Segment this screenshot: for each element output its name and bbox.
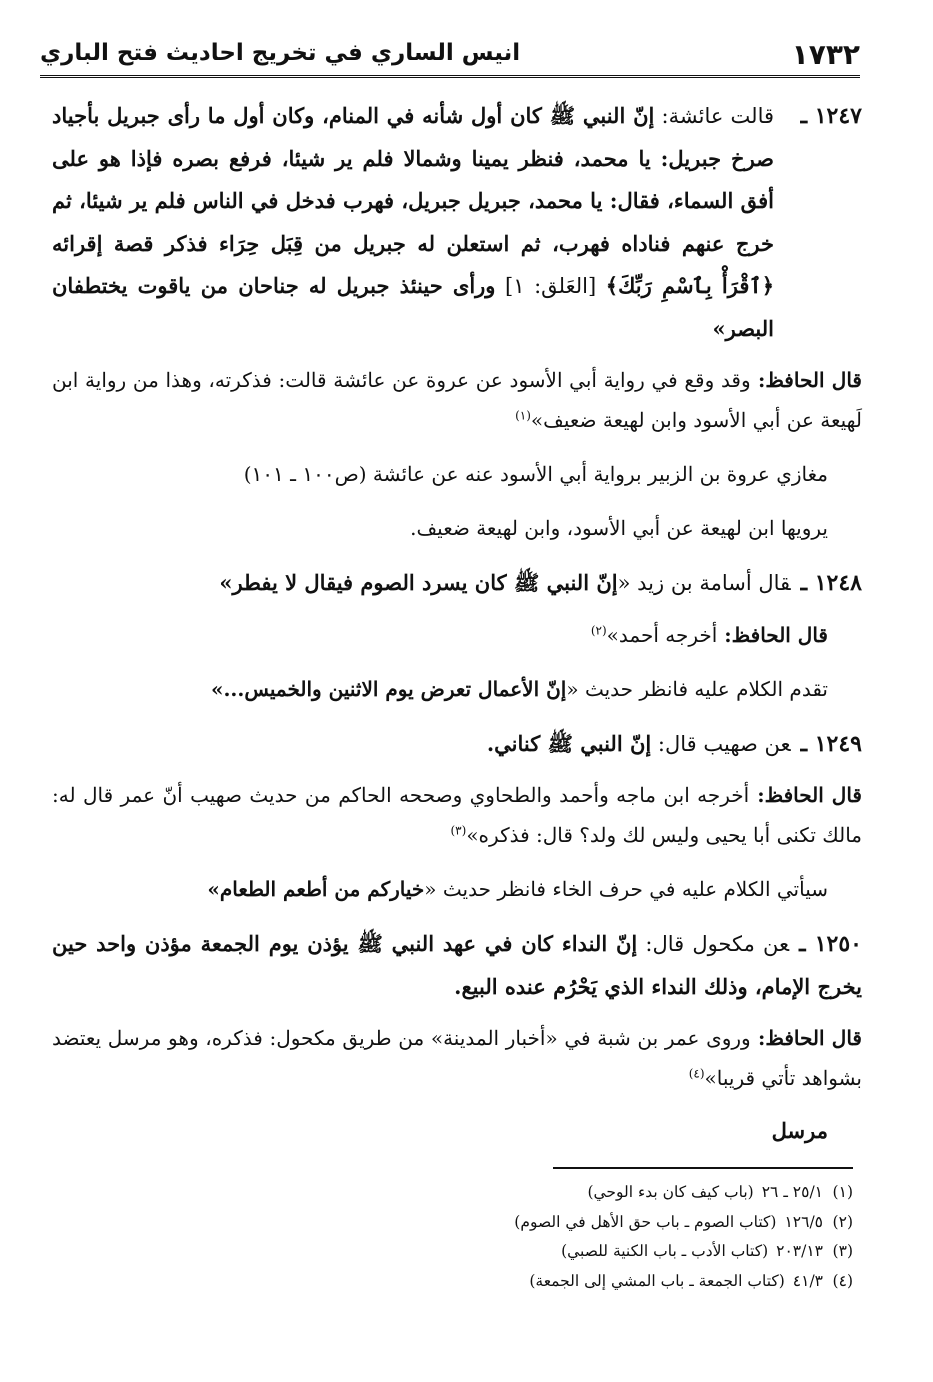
cross-ref-hadith: إنّ الأعمال تعرض يوم الاثنين والخميس...» (210, 676, 567, 701)
quran-reference: [العَلق: ١] (495, 274, 606, 298)
footnote-volume-page: ٤١/٣ (792, 1271, 823, 1290)
hadith-number: ١٢٤٧ ـ (800, 103, 862, 129)
source-note: مغازي عروة بن الزبير برواية أبي الأسود عنه عن عائشة (ص١٠٠ ـ ١٠١) (243, 462, 828, 486)
footnote-number: (٣) (832, 1242, 853, 1260)
hafiz-comment-3 (52, 775, 862, 855)
hadith-text (52, 562, 862, 605)
hadith-lead: قال أسامة بن زيد « (617, 571, 791, 595)
cross-reference-1 (52, 669, 862, 709)
comment-text: أخرجه أحمد» (606, 622, 718, 647)
hadith-lead: قالت عائشة: (654, 104, 775, 128)
footnote-number: (٤) (832, 1271, 853, 1290)
footnote-chapter: (كتاب الأدب ـ باب الكنية للصبي) (561, 1242, 769, 1260)
hadith-number: ١٢٤٩ ـ (800, 730, 862, 757)
footnote-marker: (٣) (450, 823, 467, 838)
hadith-matn-continued: ورأى حينئذ جبريل له جناحان من ياقوت يختطفان البصر» (52, 273, 774, 341)
footnote-volume-page: ١٢٦/٥ (784, 1212, 823, 1231)
running-title: انيس الساري في تخريج احاديث فتح الباري (40, 40, 521, 66)
grading-note: يرويها ابن لهيعة عن أبي الأسود، وابن لهيعة ضعيف. (410, 516, 828, 540)
hafiz-label: قال الحافظ: (750, 368, 862, 392)
footnote-chapter: (كتاب الصوم ـ باب حق الأهل في الصوم) (514, 1212, 777, 1231)
hadith-text (52, 923, 862, 1008)
footnote-chapter: (باب كيف كان بدء الوحي) (587, 1183, 754, 1201)
hadith-1248 (52, 562, 862, 605)
footnote-separator (553, 1167, 853, 1169)
footnote-3 (153, 1237, 853, 1267)
hadith-matn: إنّ النبي ﷺ كان أول شأنه في المنام، وكان أول ما رأى جبريل بأجياد صرخ جبريل: يا محمد، فنظر يمينا وشمالا فلم ير شيئا، فرفع بصره فإذا هو على أفق السماء، فقال: يا محمد، جبريل جبريل، فهرب فدخل في الناس فلم ير شيئا، ثم خرج عنهم فناداه فهرب، ثم استعلن له جبريل من قِبَل حِرَاء فذكر قصة إقرائه ﴿ٱقْرَأْ بِٱسْمِ رَبِّكَ﴾ (52, 103, 774, 298)
hadith-1247 (52, 95, 862, 350)
hadith-text (52, 723, 862, 766)
page-header (40, 34, 860, 78)
hadith-lead: عن صهيب قال: (651, 731, 791, 756)
footnotes (153, 1178, 853, 1296)
page-body (52, 95, 862, 1143)
cross-ref-hadith: خياركم من أطعم الطعام» (207, 877, 425, 901)
footnote-2 (153, 1208, 853, 1238)
comment-text: أخرجه ابن ماجه وأحمد والطحاوي وصححه الحاكم من حديث صهيب أنّ عمر قال له: مالك تكنى أبا يحيى وليس لك ولد؟ قال: فذكره» (52, 783, 862, 847)
hafiz-comment-1 (52, 360, 862, 440)
cross-ref-lead: تقدم الكلام عليه فانظر حديث « (566, 676, 828, 701)
footnote-number: (٢) (832, 1212, 853, 1231)
footnote-volume-page: ٢٠٣/١٣ (776, 1242, 823, 1260)
hadith-matn: إنّ النبي ﷺ كان يسرد الصوم فيقال لا يفطر» (219, 570, 618, 595)
hafiz-label: قال الحافظ: (749, 783, 862, 807)
hadith-1249 (52, 723, 862, 766)
page-number: ١٧٣٢ (791, 38, 860, 71)
hadith-grade: مرسل (771, 1118, 828, 1143)
footnote-marker: (٤) (688, 1066, 705, 1081)
footnote-marker: (١) (515, 408, 531, 423)
hafiz-comment-2 (52, 615, 862, 655)
hadith-text (52, 95, 862, 350)
hadith-lead: عن مكحول قال: (637, 932, 790, 956)
header-rule (40, 75, 860, 78)
hadith-matn: إنّ النبي ﷺ كناني. (486, 730, 652, 756)
hafiz-comment-4 (52, 1018, 862, 1098)
hadith-1250 (52, 923, 862, 1008)
comment-text: وروى عمر بن شبة في «أخبار المدينة» من طريق مكحول: فذكره، وهو مرسل يعتضد بشواهد تأتي قريبا» (52, 1026, 862, 1090)
footnote-1 (153, 1178, 853, 1208)
hadith-number: ١٢٤٨ ـ (800, 570, 862, 596)
comment-text: وقد وقع في رواية أبي الأسود عن عروة عن عائشة قالت: فذكرته، وهذا من رواية ابن لَهيعة عن أبي الأسود وابن لهيعة ضعيف» (52, 368, 862, 432)
cross-reference-2 (52, 869, 862, 909)
footnote-number: (١) (832, 1183, 853, 1201)
cross-ref-lead: سيأتي الكلام عليه في حرف الخاء فانظر حديث « (424, 877, 828, 901)
footnote-chapter: (كتاب الجمعة ـ باب المشي إلى الجمعة) (529, 1271, 785, 1290)
footnote-4 (153, 1267, 853, 1297)
hadith-number: ١٢٥٠ ـ (799, 931, 862, 957)
hafiz-label: قال الحافظ: (750, 1026, 862, 1050)
hafiz-label: قال الحافظ: (717, 622, 828, 647)
footnote-volume-page: ٢٥/١ ـ ٢٦ (761, 1183, 823, 1201)
footnote-marker: (٢) (590, 622, 607, 637)
hadith-matn: إنّ النداء كان في عهد النبي ﷺ يؤذن يوم الجمعة مؤذن واحد حين يخرج الإمام، وذلك النداء الذي يَحْرُم عنده البيع. (52, 931, 862, 999)
